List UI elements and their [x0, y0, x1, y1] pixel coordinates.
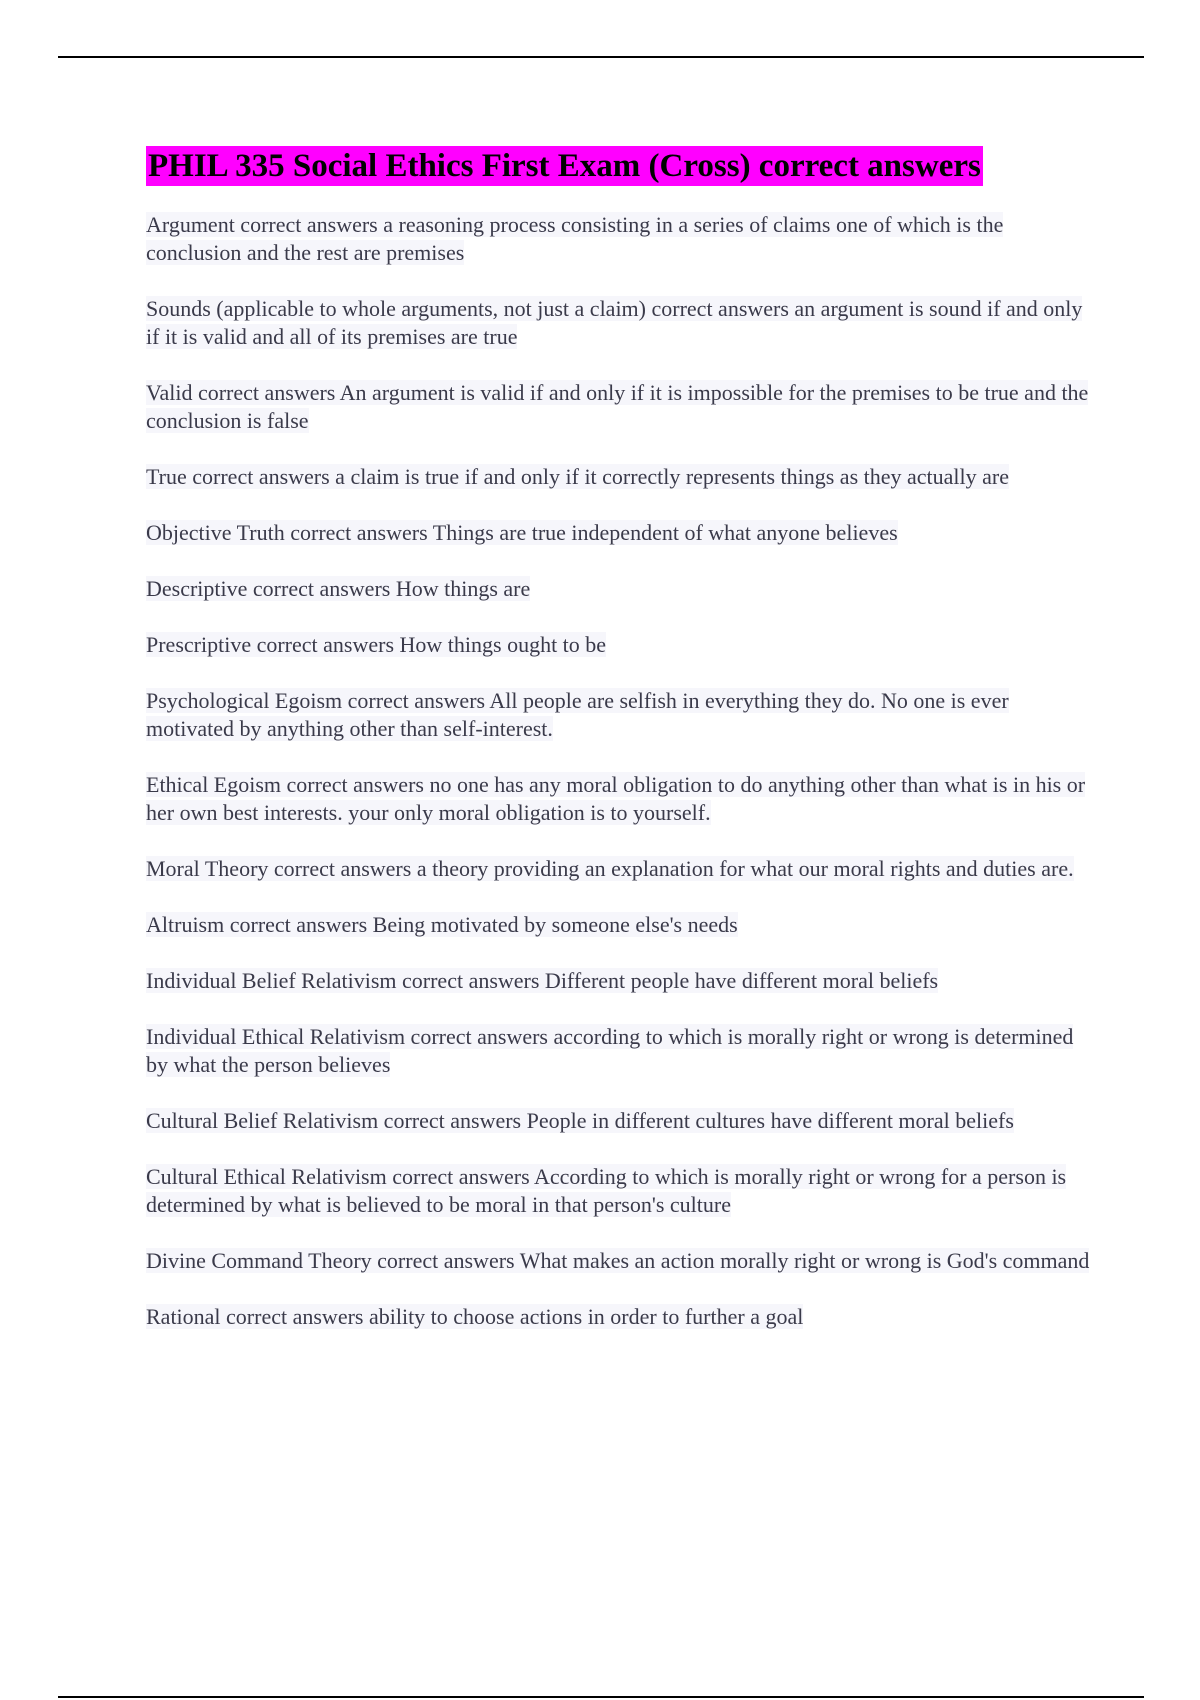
document-title: PHIL 335 Social Ethics First Exam (Cross) correct answers — [148, 148, 981, 184]
definition-text: Prescriptive correct answers How things ought to be — [146, 632, 607, 657]
definition-entry — [146, 211, 1096, 267]
definition-text: Valid correct answers An argument is valid if and only if it is impossible for the premises to be true and the conclusion is false — [146, 380, 1089, 433]
definition-entry — [146, 1163, 1096, 1219]
definition-text: Sounds (applicable to whole arguments, not just a claim) correct answers an argument is sound if and only if it is valid and all of its premises are true — [146, 296, 1083, 349]
definition-text: Divine Command Theory correct answers What makes an action morally right or wrong is God's command — [146, 1248, 1090, 1273]
definition-text: Individual Ethical Relativism correct answers according to which is morally right or wrong is determined by what the person believes — [146, 1024, 1074, 1077]
definition-text: Ethical Egoism correct answers no one has any moral obligation to do anything other than what is in his or her own best interests. your only moral obligation is to yourself. — [146, 772, 1086, 825]
definition-entry — [146, 519, 1096, 547]
definition-text: Cultural Belief Relativism correct answers People in different cultures have different moral beliefs — [146, 1108, 1014, 1133]
definition-entry — [146, 463, 1096, 491]
definition-text: Moral Theory correct answers a theory providing an explanation for what our moral rights and duties are. — [146, 856, 1074, 881]
definition-entry — [146, 855, 1096, 883]
bottom-page-rule — [58, 1696, 1144, 1698]
document-body — [146, 146, 1096, 1359]
definitions-list — [146, 211, 1096, 1331]
definition-entry — [146, 1247, 1096, 1275]
definition-entry — [146, 771, 1096, 827]
definition-text: Cultural Ethical Relativism correct answers According to which is morally right or wrong for a person is determined by what is believed to be moral in that person's culture — [146, 1164, 1067, 1217]
definition-entry — [146, 295, 1096, 351]
definition-entry — [146, 1023, 1096, 1079]
definition-entry — [146, 687, 1096, 743]
top-page-rule — [58, 56, 1144, 58]
definition-entry — [146, 1107, 1096, 1135]
definition-text: Objective Truth correct answers Things are true independent of what anyone believes — [146, 520, 898, 545]
definition-text: Psychological Egoism correct answers All people are selfish in everything they do. No one is ever motivated by anything other than self-interest. — [146, 688, 1009, 741]
definition-text: True correct answers a claim is true if and only if it correctly represents things as they actually are — [146, 464, 1009, 489]
definition-text: Individual Belief Relativism correct answers Different people have different moral beliefs — [146, 968, 939, 993]
definition-entry — [146, 379, 1096, 435]
definition-entry — [146, 967, 1096, 995]
definition-text: Argument correct answers a reasoning process consisting in a series of claims one of which is the conclusion and the rest are premises — [146, 212, 1004, 265]
definition-entry — [146, 1303, 1096, 1331]
definition-entry — [146, 911, 1096, 939]
definition-text: Descriptive correct answers How things are — [146, 576, 531, 601]
definition-text: Altruism correct answers Being motivated by someone else's needs — [146, 912, 738, 937]
definition-entry — [146, 631, 1096, 659]
definition-entry — [146, 575, 1096, 603]
definition-text: Rational correct answers ability to choose actions in order to further a goal — [146, 1304, 804, 1329]
